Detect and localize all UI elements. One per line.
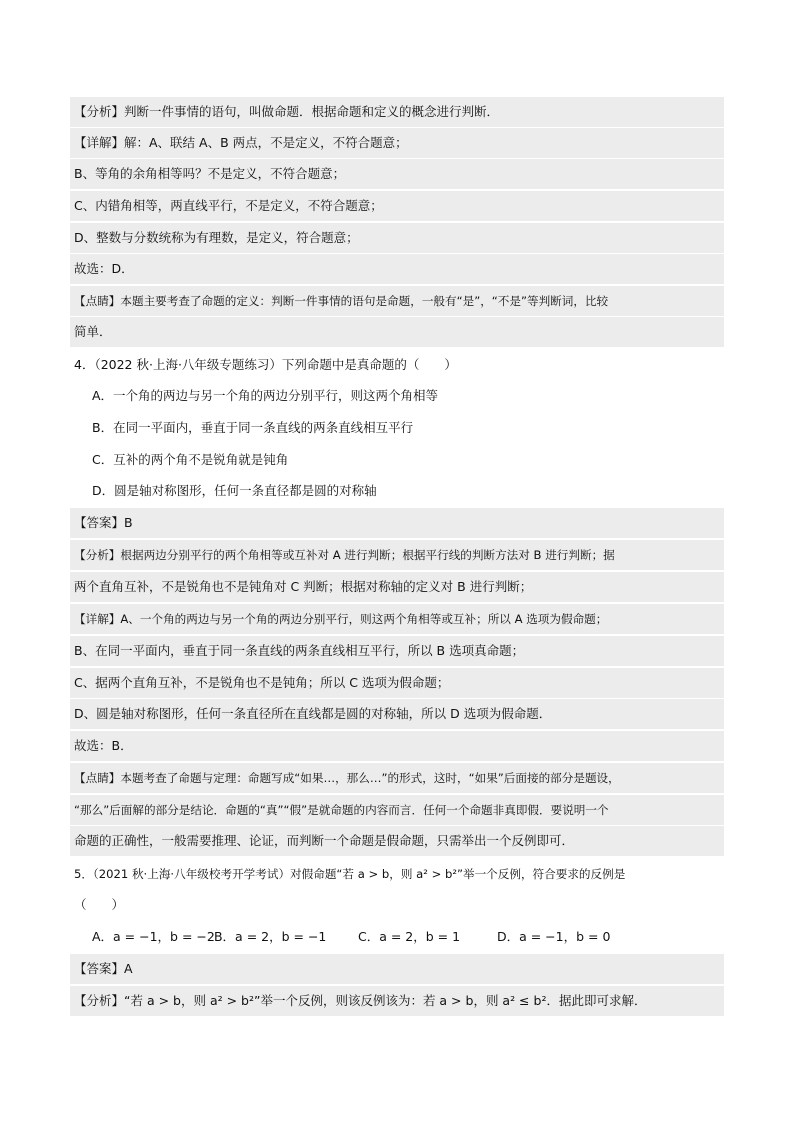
comment-line: “那么”后面解的部分是结论．命题的“真”“假”是就命题的内容而言．任何一个命题非真即假．要说明一个 <box>70 795 724 825</box>
detail-line: D、圆是轴对称图形，任何一条直径所在直线都是圆的对称轴，所以 D 选项为假命题． <box>70 699 724 729</box>
comment-line: 【点睛】本题考查了命题与定理：命题写成“如果…，那么…”的形式，这时，“如果”后面接的部分是题设， <box>70 763 724 793</box>
option-c: C．互补的两个角不是锐角就是钝角 <box>92 452 289 467</box>
option-b: B．a = 2，b = −1 <box>213 929 327 944</box>
analysis-line: 两个直角互补，不是锐角也不是钝角对 C 判断；根据对称轴的定义对 B 进行判断； <box>70 572 724 602</box>
detail-line: B、在同一平面内，垂直于同一条直线的两条直线相互平行，所以 B 选项真命题； <box>70 636 724 666</box>
analysis-line: 【分析】判断一件事情的语句，叫做命题．根据命题和定义的概念进行判断． <box>70 97 724 127</box>
option-d: D．a = −1，b = 0 <box>496 929 611 944</box>
detail-line: 【详解】解：A、联结 A、B 两点，不是定义，不符合题意； <box>70 128 724 158</box>
question-5-options <box>70 922 724 952</box>
comment-line: 简单． <box>70 317 724 347</box>
detail-line: D、整数与分数统称为有理数，是定义，符合题意； <box>70 223 724 253</box>
analysis-line: 【分析】根据两边分别平行的两个角相等或互补对 A 进行判断；根据平行线的判断方法对 B 进行判断；据 <box>70 540 724 570</box>
option-a: A．一个角的两边与另一个角的两边分别平行，则这两个角相等 <box>92 388 439 403</box>
question-4: 4．（2022 秋·上海·八年级专题练习）下列命题中是真命题的（ ） <box>74 357 457 372</box>
option-a: A．a = −1，b = −2 <box>92 929 215 944</box>
option-b: B．在同一平面内，垂直于同一条直线的两条直线相互平行 <box>92 420 414 435</box>
detail-line: 【详解】A、一个角的两边与另一个角的两边分别平行，则这两个角相等或互补；所以 A 选项为假命题； <box>70 604 724 634</box>
answer-line: 【答案】A <box>70 954 724 984</box>
answer-line: 【答案】B <box>70 508 724 538</box>
choice-line: 故选：D． <box>70 254 724 284</box>
analysis-line: 【分析】“若 a > b，则 a² > b²”举一个反例，则该反例该为：若 a > b，则 a² ≤ b²．据此即可求解． <box>70 986 724 1016</box>
detail-line: C、据两个直角互补，不是锐角也不是钝角；所以 C 选项为假命题； <box>70 668 724 698</box>
option-d: D．圆是轴对称图形，任何一条直径都是圆的对称轴 <box>92 483 377 498</box>
comment-line: 命题的正确性，一般需要推理、论证，而判断一个命题是假命题，只需举出一个反例即可． <box>70 826 724 856</box>
question-5-bracket: （ ） <box>74 897 125 912</box>
choice-line: 故选：B． <box>70 731 724 761</box>
comment-line: 【点睛】本题主要考查了命题的定义：判断一件事情的语句是命题，一般有“是”，“不是”等判断词，比较 <box>70 286 724 316</box>
question-5: 5．（2021 秋·上海·八年级校考开学考试）对假命题“若 a > b，则 a² > b²”举一个反例，符合要求的反例是 <box>74 867 626 881</box>
option-c: C．a = 2，b = 1 <box>357 929 461 944</box>
detail-line: B、等角的余角相等吗？不是定义，不符合题意； <box>70 159 724 189</box>
detail-line: C、内错角相等，两直线平行，不是定义，不符合题意； <box>70 191 724 221</box>
